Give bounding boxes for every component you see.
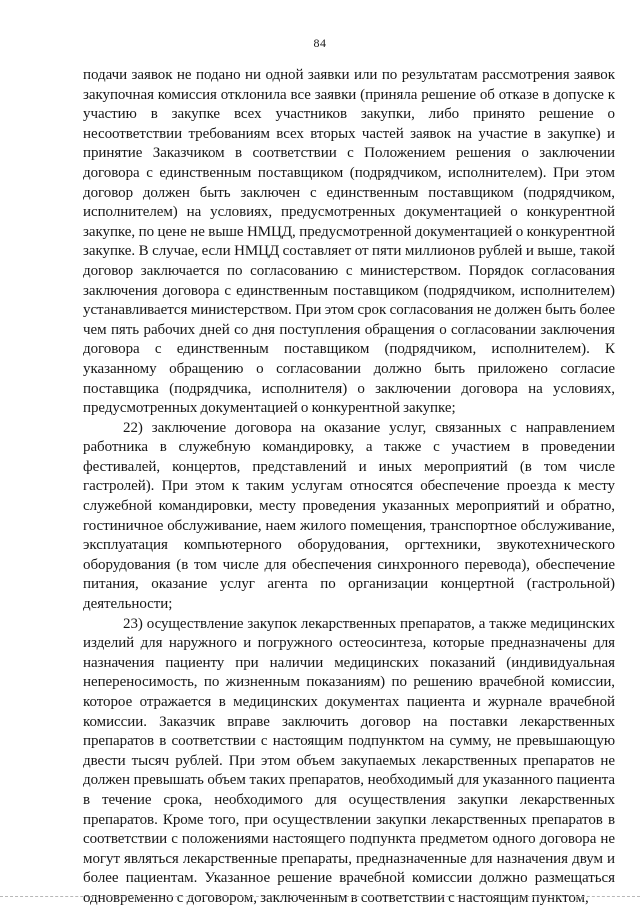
paragraph-item-22: 22) заключение договора на оказание услуг, связанных с направлением работника в служебную командировку, а также с участием в проведении фестивалей, концертов, представлений и иных мероприятий (в том числе гастролей). При этом к таким услугам относятся обеспечение проезда к месту служебной командировки, месту проведения указанных мероприятий и обратно, гостиничное обслуживание, наем жилого помещения, транспортное обслуживание, эксплуатация компьютерного оборудования, оргтехники, звукотехнического оборудования (в том числе для обеспечения синхронного перевода), обеспечение питания, оказание услуг агента по организации концертной (гастрольной) деятельности; xyxy=(83,419,615,613)
page-bottom-border xyxy=(0,896,640,897)
paragraph-item-23: 23) осуществление закупок лекарственных препаратов, а также медицинских изделий для наружного и погружного остеосинтеза, которые предназначены для назначения пациенту при наличии медицинских показаний (индивидуальная непереносимость, по жизненным показаниям) по решению врачебной комиссии, которое отражается в медицинских документах пациента и журнале врачебной комиссии. Заказчик вправе заключить договор на поставки лекарственных препаратов в соответствии с настоящим подпунктом на сумму, не превышающую двести тысяч рублей. При этом объем закупаемых лекарственных препаратов не должен превышать объем таких препаратов, необходимый для указанного пациента в течение срока, необходимого для осуществления закупки лекарственных препаратов. Кроме того, при осуществлении закупки лекарственных препаратов в соответствии с положениями настоящего подпункта предметом одного договора не могут являться лекарственные препараты, предназначенные для назначения двум и более пациентам. Указанное решение врачебной комиссии должно размещаться одновременно с договором, заключенным в соответствии с настоящим пунктом, xyxy=(83,615,615,906)
document-body xyxy=(83,66,615,909)
page-number: 84 xyxy=(313,36,327,50)
paragraph-continuation: подачи заявок не подано ни одной заявки или по результатам рассмотрения заявок закупочная комиссия отклонила все заявки (приняла решение об отказе в допуске к участию в закупке всех участников закупки, либо принято решение о несоответствии требованиям всех вторых частей заявок на участие в закупке) и принятие Заказчиком в соответствии с Положением решения о заключении договора с единственным поставщиком (подрядчиком, исполнителем). При этом договор должен быть заключен с единственным поставщиком (подрядчиком, исполнителем) на условиях, предусмотренных документацией о конкурентной закупке, по цене не выше НМЦД, предусмотренной документацией о конкурентной закупке. В случае, если НМЦД составляет от пяти миллионов рублей и выше, такой договор заключается по согласованию с министерством. Порядок согласования заключения договора с единственным поставщиком (подрядчиком, исполнителем) устанавливается министерством. При этом срок согласования не должен быть более чем пять рабочих дней со дня поступления обращения о согласовании заключения договора с единственным поставщиком (подрядчиком, исполнителем). К указанному обращению о согласовании должно быть приложено согласие поставщика (подрядчика, исполнителя) о заключении договора на условиях, предусмотренных документацией о конкурентной закупке; xyxy=(83,67,615,417)
